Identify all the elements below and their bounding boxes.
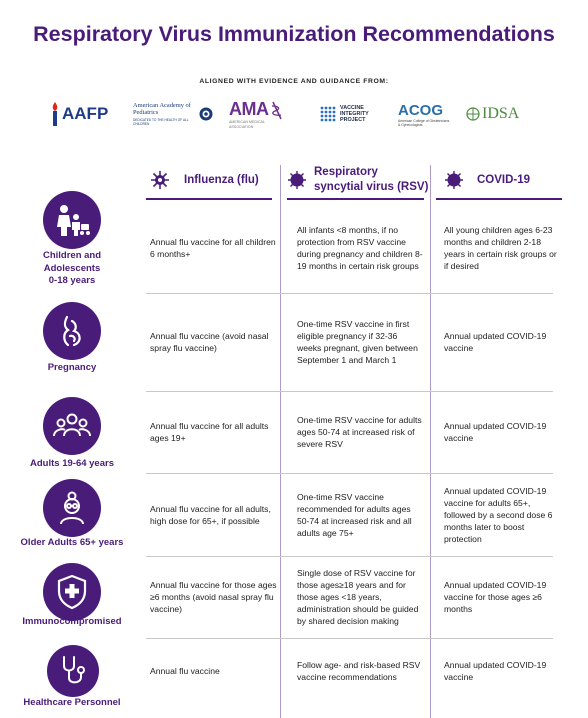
aligned-with-heading: ALIGNED WITH EVIDENCE AND GUIDANCE FROM: — [199, 78, 389, 85]
cell-text: One-time RSV vaccine recommended for adults ages 50-74 at increased risk and all adults age 75+ — [297, 491, 412, 538]
row-label-line: 0-18 years — [48, 275, 96, 286]
children-icon — [43, 191, 101, 249]
row-label-line: Adults 19-64 years — [30, 458, 114, 469]
row-label-immunocompromised — [12, 616, 132, 629]
aap-seal-icon — [199, 107, 213, 121]
column-header-influenza: Influenza (flu) — [184, 174, 259, 186]
cell-healthcare-covid — [444, 639, 562, 703]
aap-tagline: DEDICATED TO THE HEALTH OF ALL CHILDREN — [133, 118, 189, 126]
row-label-line: Older Adults 65+ years — [20, 537, 124, 548]
row-label-line: Children and — [42, 250, 102, 261]
cell-text: Annual updated COVID-19 vaccine for those ages ≥6 months — [444, 580, 547, 614]
aap-name: American Academy of Pediatrics — [133, 102, 191, 116]
rsv-header-rule — [287, 198, 424, 200]
cell-adults-flu — [150, 392, 278, 472]
row-label-children — [12, 250, 132, 288]
idsa-text: IDSA — [482, 105, 520, 122]
adults-group-icon — [43, 397, 101, 455]
cell-text: Annual updated COVID-19 vaccine — [444, 421, 547, 443]
ama-text: AMA — [229, 99, 269, 120]
cell-older-adults-rsv — [297, 474, 423, 555]
ama-staff-icon — [269, 100, 285, 120]
cell-text: One-time RSV vaccine for adults ages 50-74 at increased risk of severe RSV — [297, 415, 422, 449]
covid-header-rule — [436, 198, 562, 200]
column-divider — [430, 165, 431, 718]
stethoscope-icon — [47, 645, 99, 697]
cell-adults-rsv — [297, 392, 423, 472]
cell-older-adults-covid — [444, 474, 562, 555]
column-header-covid: COVID-19 — [477, 174, 531, 186]
cell-text: Follow age- and risk-based RSV vaccine recommendations — [297, 660, 421, 682]
cell-text: Annual flu vaccine for those ages ≥6 months (avoid nasal spray flu vaccine) — [150, 580, 277, 614]
aap-logo — [133, 96, 213, 132]
cell-text: All young children ages 6-23 months and children 2-18 years in certain risk groups or if desired — [444, 225, 557, 271]
rsv-virus-icon — [287, 170, 307, 190]
vip-dots-icon — [320, 106, 336, 122]
cell-healthcare-flu — [150, 639, 278, 703]
cell-text: Annual updated COVID-19 vaccine for adults 65+, followed by a second dose 6 months later to boost protection — [444, 485, 553, 544]
column-header-rsv-line2: syncytial virus (RSV) — [314, 181, 429, 193]
column-divider — [280, 165, 281, 718]
shield-medical-icon — [43, 563, 101, 621]
aafp-text: AAFP — [62, 104, 109, 123]
idsa-globe-icon — [466, 107, 480, 121]
row-label-line: Adolescents — [43, 262, 101, 274]
cell-immunocompromised-covid — [444, 557, 562, 637]
cell-pregnancy-covid — [444, 294, 562, 390]
cell-text: Annual flu vaccine — [150, 666, 220, 676]
cell-text: Annual flu vaccine for all adults ages 19+ — [150, 421, 269, 443]
acog-logo — [398, 96, 450, 132]
column-header-rsv-line1: Respiratory — [314, 166, 378, 178]
cell-immunocompromised-flu — [150, 557, 278, 637]
cell-children-rsv — [297, 204, 423, 292]
cell-text: Annual flu vaccine for all children 6 months+ — [150, 237, 276, 259]
vip-logo — [320, 96, 380, 132]
aafp-logo — [50, 96, 108, 132]
cell-immunocompromised-rsv — [297, 557, 423, 637]
cell-text: Single dose of RSV vaccine for those ages≥18 years and for those ages <18 years, administration should be guided by shared decision making — [297, 568, 419, 626]
cell-text: All infants <8 months, if no protection from RSV vaccine during pregnancy and children 8-19 months in certain risk groups — [297, 225, 423, 271]
row-label-line: Immunocompromised — [22, 616, 122, 627]
pregnancy-icon — [43, 302, 101, 360]
column-header-rsv — [314, 165, 428, 195]
row-label-adults — [12, 458, 132, 471]
cell-text: Annual flu vaccine (avoid nasal spray flu vaccine) — [150, 331, 269, 353]
cell-pregnancy-rsv — [297, 294, 423, 390]
cell-adults-covid — [444, 392, 562, 472]
cell-children-covid — [444, 204, 562, 292]
covid-virus-icon — [444, 170, 464, 190]
cell-children-flu — [150, 204, 278, 292]
cell-text: Annual flu vaccine for all adults, high dose for 65+, if possible — [150, 503, 271, 526]
cell-healthcare-rsv — [297, 639, 423, 703]
aafp-torch-icon — [50, 101, 60, 127]
ama-logo — [229, 96, 285, 132]
acog-subtitle: American College of Obstetricians & Gynecologists — [398, 118, 450, 127]
ama-subtitle: AMERICAN MEDICAL ASSOCIATION — [229, 120, 265, 129]
cell-text: One-time RSV vaccine in first eligible pregnancy if 32-36 weeks pregnant, given between September 1 and March 1 — [297, 319, 418, 365]
partner-logos — [0, 96, 588, 132]
influenza-header-rule — [146, 198, 272, 200]
row-label-line: Pregnancy — [47, 362, 97, 373]
row-label-older-adults — [6, 537, 138, 550]
older-adult-icon — [43, 479, 101, 537]
idsa-logo — [466, 96, 519, 132]
row-label-pregnancy — [12, 362, 132, 375]
row-label-healthcare-personnel — [12, 697, 132, 710]
cell-text: Annual updated COVID-19 vaccine — [444, 331, 547, 353]
cell-older-adults-flu — [150, 474, 278, 555]
vip-text: VACCINE INTEGRITY PROJECT — [340, 104, 369, 124]
acog-text: ACOG — [398, 101, 443, 119]
page-title: Respiratory Virus Immunization Recommendations — [33, 22, 555, 46]
row-label-line: Healthcare Personnel — [23, 697, 121, 708]
influenza-virus-icon — [150, 170, 170, 190]
cell-text: Annual updated COVID-19 vaccine — [444, 660, 547, 682]
cell-pregnancy-flu — [150, 294, 278, 390]
